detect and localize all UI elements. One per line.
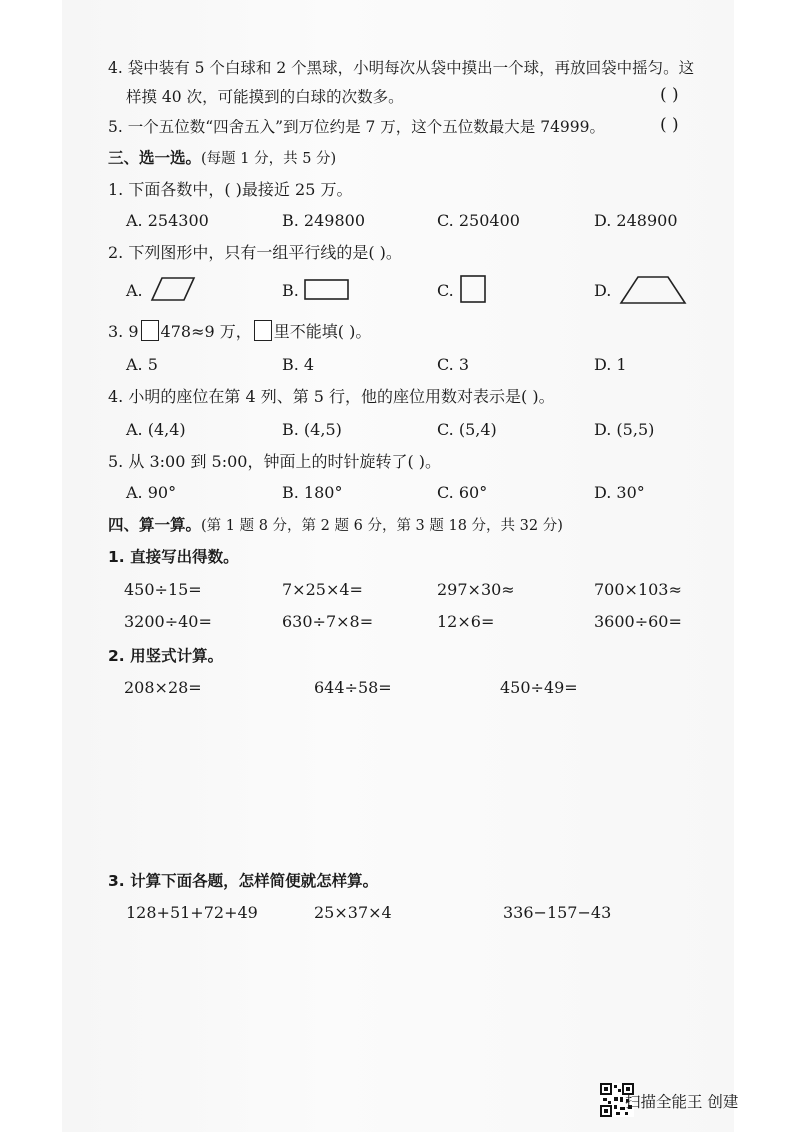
s3-q5-stem: 5. 从 3:00 到 5:00，钟面上的时针旋转了( )。 bbox=[108, 452, 442, 471]
s4-p3-item: 336−157−43 bbox=[503, 903, 612, 922]
s4-p1-item: 7×25×4= bbox=[282, 580, 363, 599]
square-icon bbox=[460, 275, 488, 305]
judge-q5-answer-paren[interactable]: ( ) bbox=[660, 115, 679, 135]
s3-q2-option-c[interactable]: C. bbox=[437, 281, 454, 300]
s3-q2-stem: 2. 下列图形中，只有一组平行线的是( )。 bbox=[108, 243, 402, 262]
s3-q5-option-b[interactable]: B. 180° bbox=[282, 483, 343, 502]
s3-q1-option-c[interactable]: C. 250400 bbox=[437, 211, 520, 230]
trapezoid-icon bbox=[618, 275, 688, 305]
s3-q3-option-b[interactable]: B. 4 bbox=[282, 355, 315, 374]
s3-q2-option-b[interactable]: B. bbox=[282, 281, 299, 300]
s4-p1-item: 630÷7×8= bbox=[282, 612, 374, 631]
parallelogram-icon bbox=[150, 276, 196, 302]
s4-p1-item: 297×30≈ bbox=[437, 580, 515, 599]
s3-q5-option-c[interactable]: C. 60° bbox=[437, 483, 488, 502]
s4-p2-item: 450÷49= bbox=[500, 678, 578, 697]
s4-p3-item: 25×37×4 bbox=[314, 903, 392, 922]
s3-q4-option-a[interactable]: A. (4,4) bbox=[126, 420, 186, 439]
blank-box-icon bbox=[141, 320, 159, 341]
s3-q2-option-a[interactable]: A. bbox=[126, 281, 143, 300]
s3-q4-option-b[interactable]: B. (4,5) bbox=[282, 420, 342, 439]
s4-p2-item: 644÷58= bbox=[314, 678, 392, 697]
s3-q5-option-d[interactable]: D. 30° bbox=[594, 483, 645, 502]
s4-p1-item: 3200÷40= bbox=[124, 612, 212, 631]
rectangle-icon bbox=[304, 278, 350, 302]
s4-p1-item: 3600÷60= bbox=[594, 612, 682, 631]
s4-p3-title: 3. 计算下面各题，怎样简便就怎样算。 bbox=[108, 872, 379, 890]
s4-p1-item: 700×103≈ bbox=[594, 580, 682, 599]
judge-q4-line2: 样摸 40 次，可能摸到的白球的次数多。 bbox=[126, 88, 404, 106]
s3-q4-option-d[interactable]: D. (5,5) bbox=[594, 420, 655, 439]
s4-p1-title: 1. 直接写出得数。 bbox=[108, 548, 239, 566]
s4-p2-title: 2. 用竖式计算。 bbox=[108, 647, 224, 665]
s3-q3-option-d[interactable]: D. 1 bbox=[594, 355, 627, 374]
s4-p3-item: 128+51+72+49 bbox=[126, 903, 258, 922]
s3-q1-stem: 1. 下面各数中，( )最接近 25 万。 bbox=[108, 180, 353, 199]
scanner-watermark: 扫描全能王 创建 bbox=[625, 1093, 739, 1111]
section3-title: 三、选一选。(每题 1 分，共 5 分) bbox=[108, 149, 337, 167]
s3-q4-stem: 4. 小明的座位在第 4 列、第 5 行，他的座位用数对表示是( )。 bbox=[108, 387, 555, 406]
s4-p1-item: 12×6= bbox=[437, 612, 495, 631]
s4-p2-item: 208×28= bbox=[124, 678, 202, 697]
s3-q3-stem: 3. 9 478≈9 万， 里不能填( )。 bbox=[108, 322, 372, 341]
s3-q5-option-a[interactable]: A. 90° bbox=[126, 483, 177, 502]
section4-title: 四、算一算。(第 1 题 8 分，第 2 题 6 分，第 3 题 18 分，共 32 分) bbox=[108, 516, 563, 534]
s3-q1-option-b[interactable]: B. 249800 bbox=[282, 211, 366, 230]
s3-q1-option-a[interactable]: A. 254300 bbox=[126, 211, 209, 230]
s3-q1-option-d[interactable]: D. 248900 bbox=[594, 211, 678, 230]
s3-q4-option-c[interactable]: C. (5,4) bbox=[437, 420, 497, 439]
judge-q4-line1: 4. 袋中装有 5 个白球和 2 个黑球，小明每次从袋中摸出一个球，再放回袋中摇匀。这 bbox=[108, 59, 695, 77]
s3-q3-option-a[interactable]: A. 5 bbox=[126, 355, 158, 374]
s3-q3-option-c[interactable]: C. 3 bbox=[437, 355, 470, 374]
s4-p1-item: 450÷15= bbox=[124, 580, 202, 599]
blank-box-icon bbox=[254, 320, 272, 341]
judge-q5: 5. 一个五位数“四舍五入”到万位约是 7 万，这个五位数最大是 74999。 bbox=[108, 118, 606, 136]
s3-q2-option-d[interactable]: D. bbox=[594, 281, 612, 300]
judge-q4-answer-paren[interactable]: ( ) bbox=[660, 85, 679, 105]
